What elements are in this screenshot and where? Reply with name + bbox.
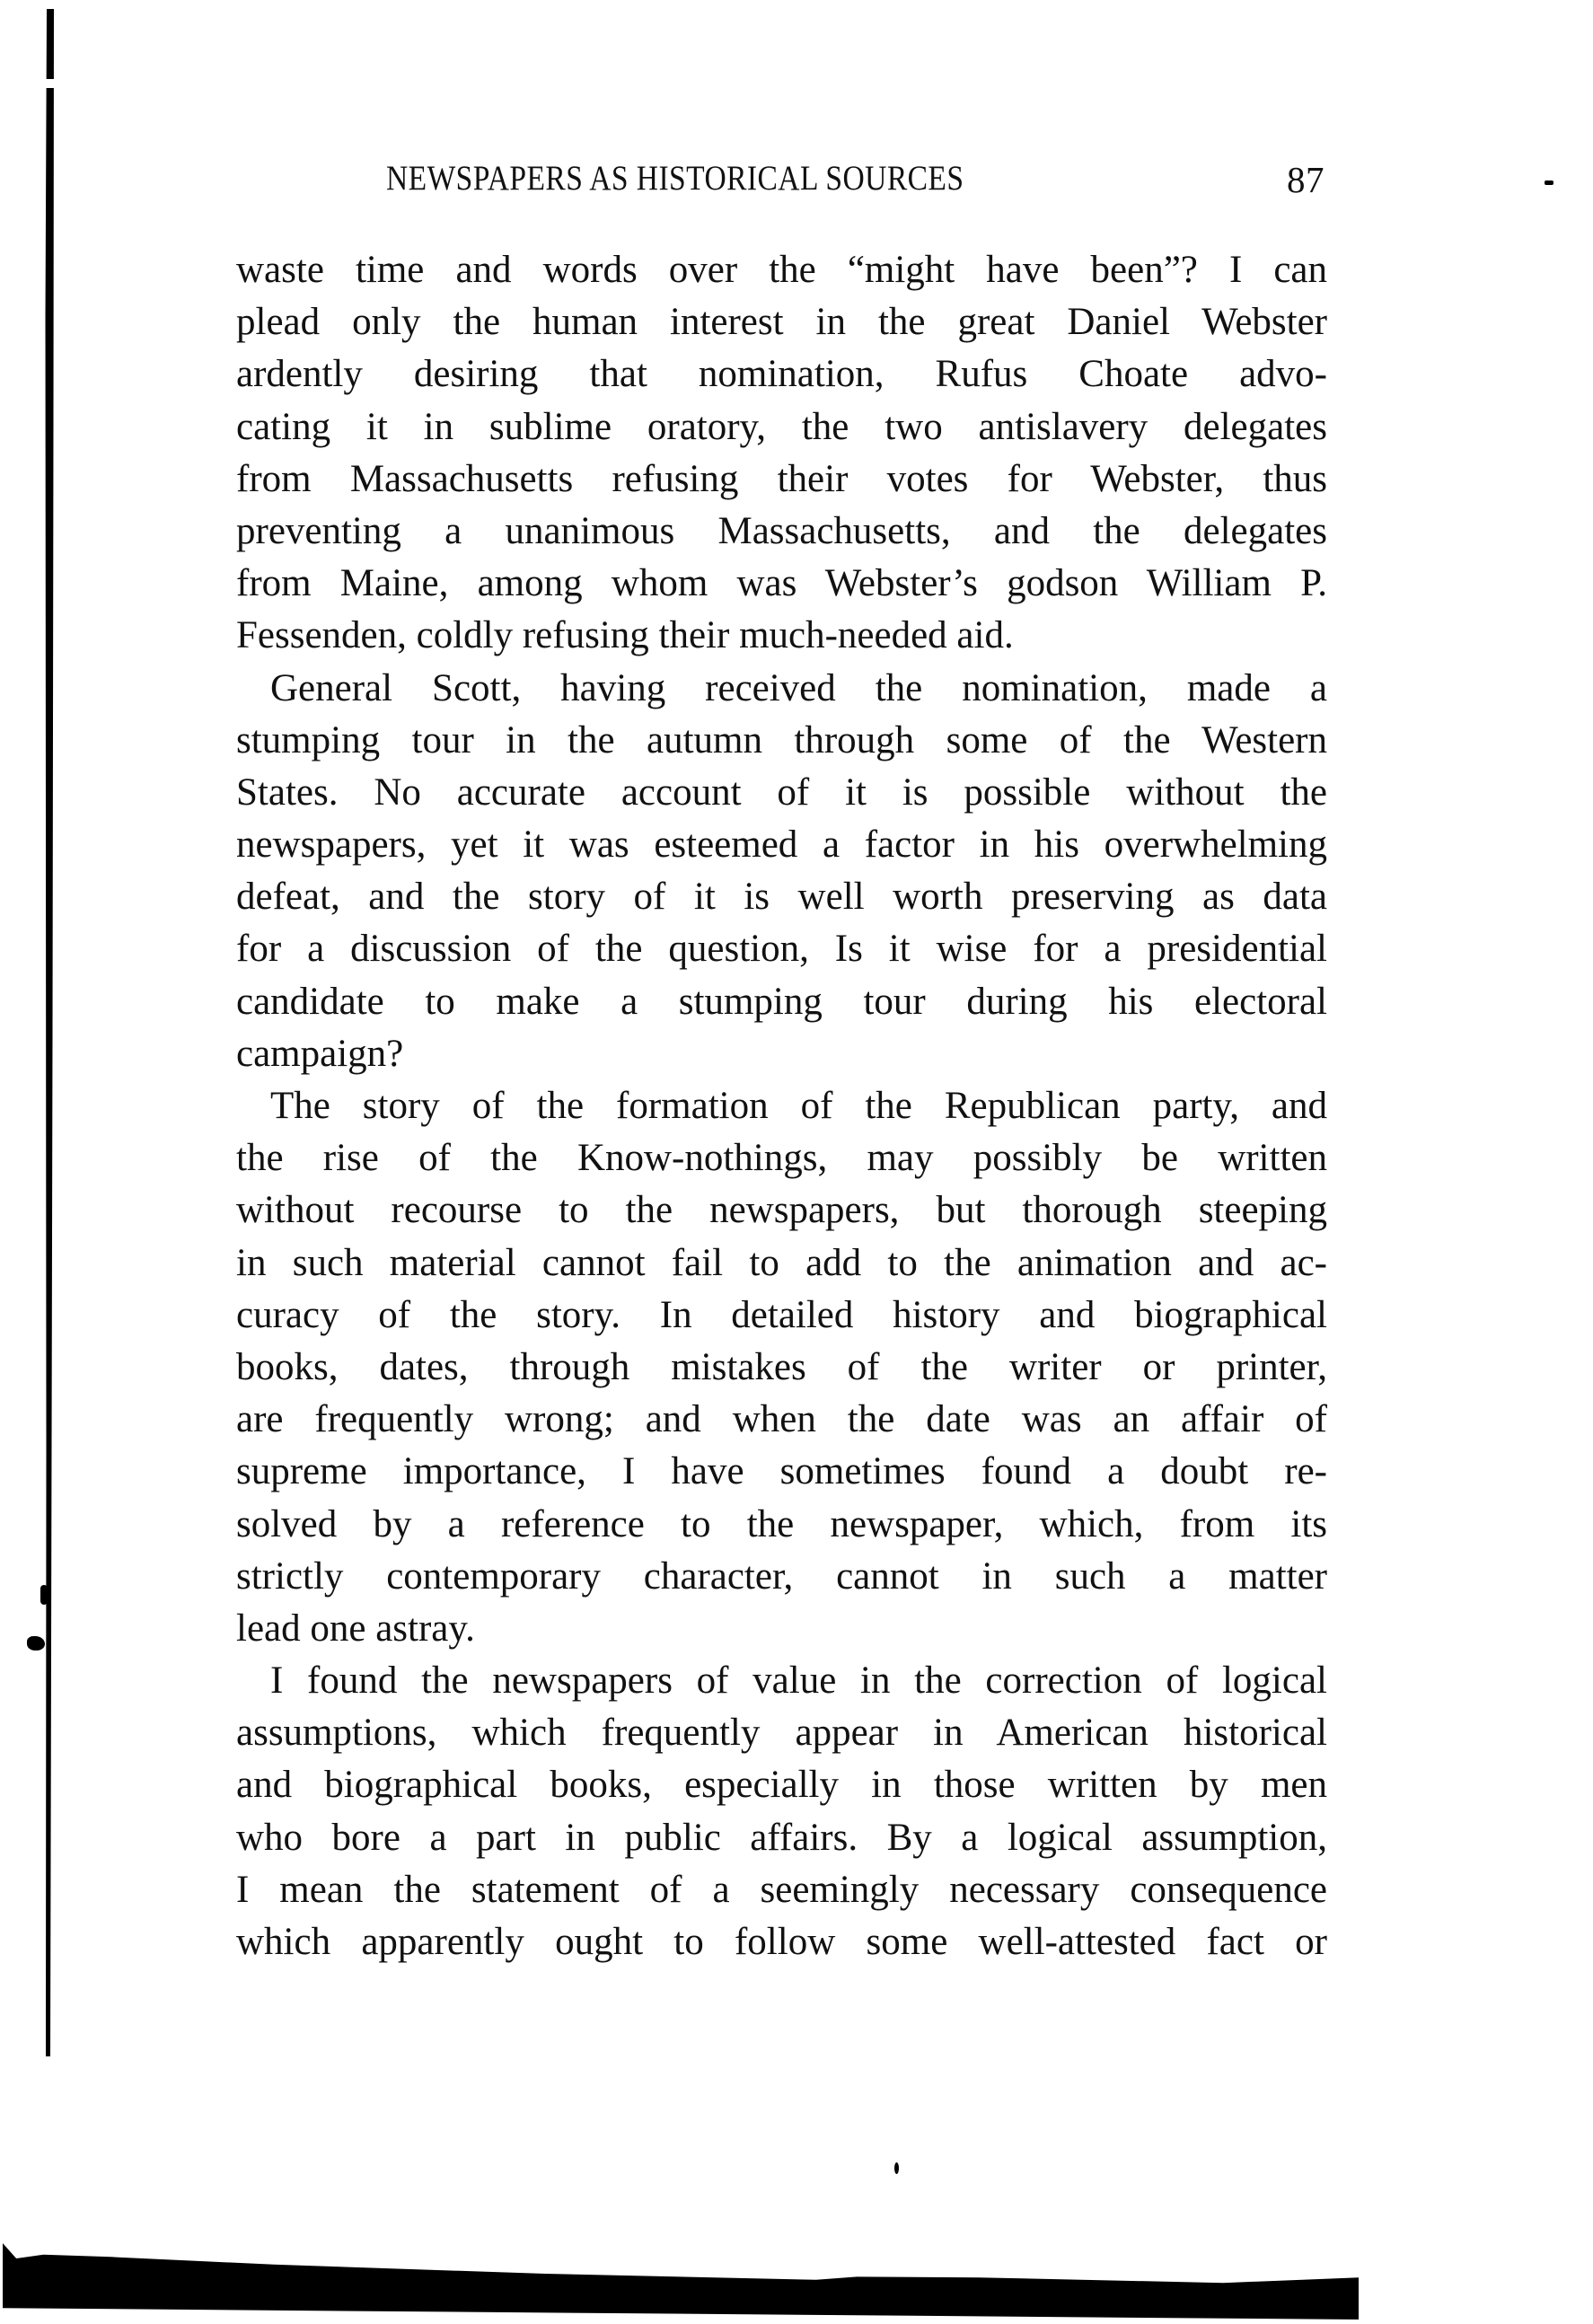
paragraph (236, 1655, 1327, 1968)
text-line: I found the newspapers of value in the correction of logical (270, 1659, 1327, 1703)
text-line: and biographical books, especially in those written by men (236, 1764, 1327, 1807)
scan-binding-shadow (45, 9, 54, 2056)
text-line: The story of the formation of the Republican party, and (270, 1085, 1327, 1127)
scan-bottom-shadow (3, 2243, 1359, 2320)
text-line: plead only the human interest in the great Daniel Webster (236, 301, 1327, 344)
text-line: are frequently wrong; and when the date was an affair of (236, 1398, 1327, 1441)
running-head-title: NEWSPAPERS AS HISTORICAL SOURCES (386, 159, 964, 198)
text-line: without recourse to the newspapers, but thorough steeping (236, 1189, 1327, 1232)
text-line: for a discussion of the question, Is it wise for a presidential (236, 928, 1327, 971)
scan-speck (894, 2162, 899, 2174)
text-line: lead one astray. (236, 1607, 475, 1650)
text-line: in such material cannot fail to add to the animation and ac- (236, 1241, 1327, 1284)
text-line: campaign? (236, 1032, 404, 1075)
scan-speck (27, 1636, 45, 1651)
text-line: solved by a reference to the newspaper, which, from its (236, 1502, 1327, 1545)
text-line: curacy of the story. In detailed history and biographical (236, 1293, 1327, 1336)
page-number: 87 (1287, 159, 1325, 200)
paragraph (236, 244, 1327, 663)
scan-binding-gap (43, 79, 57, 88)
text-line: ardently desiring that nomination, Rufus Choate advo- (236, 353, 1327, 396)
scan-speck (40, 1585, 48, 1605)
body-text (236, 244, 1327, 1968)
text-line: strictly contemporary character, cannot in such a matter (236, 1554, 1327, 1598)
text-line: which apparently ought to follow some well-attested fact or (236, 1921, 1327, 1963)
text-line: States. No accurate account of it is possible without the (236, 770, 1327, 814)
text-line: Fessenden, coldly refusing their much-needed aid. (236, 614, 1014, 657)
text-line: newspapers, yet it was esteemed a factor in his overwhelming (236, 823, 1327, 867)
text-line: I mean the statement of a seemingly necessary consequence (236, 1868, 1327, 1911)
text-line: stumping tour in the autumn through some of the Western (236, 718, 1327, 761)
text-line: from Maine, among whom was Webster’s godson William P. (236, 562, 1327, 605)
paragraph (236, 1080, 1327, 1655)
running-head (386, 158, 1325, 203)
scan-speck (1545, 180, 1553, 185)
text-line: preventing a unanimous Massachusetts, and the delegates (236, 509, 1327, 552)
text-line: assumptions, which frequently appear in American historical (236, 1712, 1327, 1755)
text-line: candidate to make a stumping tour during his electoral (236, 980, 1327, 1023)
text-line: waste time and words over the “might have been”? I can (236, 249, 1327, 291)
text-line: General Scott, having received the nomination, made a (270, 666, 1327, 709)
text-line: cating it in sublime oratory, the two antislavery delegates (236, 405, 1327, 448)
text-line: defeat, and the story of it is well worth preserving as data (236, 876, 1327, 919)
text-line: books, dates, through mistakes of the writer or printer, (236, 1345, 1327, 1388)
text-line: supreme importance, I have sometimes found a doubt re- (236, 1450, 1327, 1493)
paragraph (236, 663, 1327, 1081)
text-line: the rise of the Know-nothings, may possibly be written (236, 1137, 1327, 1180)
text-line: who bore a part in public affairs. By a logical assumption, (236, 1816, 1327, 1859)
text-line: from Massachusetts refusing their votes for Webster, thus (236, 457, 1327, 500)
